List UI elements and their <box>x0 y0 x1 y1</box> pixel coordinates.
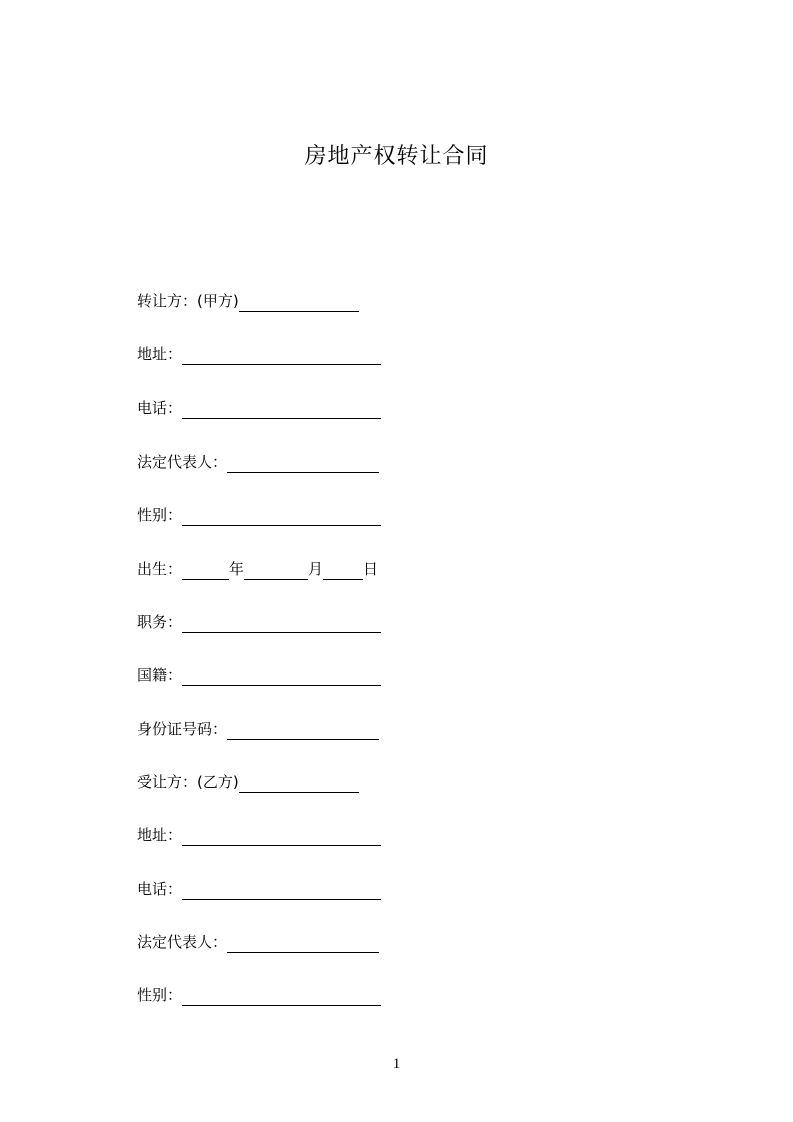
transferee-blank <box>239 775 359 793</box>
birth-year-blank <box>182 562 229 580</box>
gender-b-blank <box>182 988 381 1006</box>
transferee-line <box>137 771 359 793</box>
nationality-label: 国籍： <box>137 666 183 684</box>
legal-rep-a-label: 法定代表人： <box>137 453 228 471</box>
birth-day-label: 日 <box>363 560 379 578</box>
address-b-label: 地址： <box>137 826 183 844</box>
legal-rep-a-line <box>137 451 379 473</box>
legal-rep-b-label: 法定代表人： <box>137 933 228 951</box>
nationality-blank <box>182 668 381 686</box>
transferor-line <box>137 290 359 312</box>
gender-a-blank <box>182 508 381 526</box>
document-title: 房地产权转让合同 <box>304 144 489 169</box>
transferee-label: 受让方：(乙方) <box>137 773 239 791</box>
birth-line <box>137 558 378 580</box>
address-b-line <box>137 824 381 846</box>
legal-rep-a-blank <box>227 455 379 473</box>
id-number-label: 身份证号码： <box>137 720 228 738</box>
address-b-blank <box>182 828 381 846</box>
birth-day-blank <box>323 562 363 580</box>
address-a-blank <box>182 347 381 365</box>
id-number-blank <box>227 722 379 740</box>
gender-a-line <box>137 504 381 526</box>
transferor-label: 转让方：(甲方) <box>137 292 239 310</box>
phone-a-blank <box>182 401 381 419</box>
phone-a-label: 电话： <box>137 399 183 417</box>
gender-a-label: 性别： <box>137 506 183 524</box>
position-label: 职务： <box>137 613 183 631</box>
phone-b-line <box>137 878 381 900</box>
birth-month-label: 月 <box>308 560 324 578</box>
birth-month-blank <box>244 562 308 580</box>
id-number-line <box>137 718 379 740</box>
gender-b-line <box>137 984 381 1006</box>
legal-rep-b-line <box>137 931 379 953</box>
address-a-line <box>137 343 381 365</box>
phone-a-line <box>137 397 381 419</box>
birth-label: 出生： <box>137 560 183 578</box>
phone-b-blank <box>182 882 381 900</box>
gender-b-label: 性别： <box>137 986 183 1004</box>
position-line <box>137 611 381 633</box>
nationality-line <box>137 664 381 686</box>
page-number: 1 <box>392 1056 401 1072</box>
birth-year-label: 年 <box>229 560 245 578</box>
position-blank <box>182 615 381 633</box>
phone-b-label: 电话： <box>137 880 183 898</box>
transferor-blank <box>239 294 359 312</box>
address-a-label: 地址： <box>137 345 183 363</box>
legal-rep-b-blank <box>227 935 379 953</box>
